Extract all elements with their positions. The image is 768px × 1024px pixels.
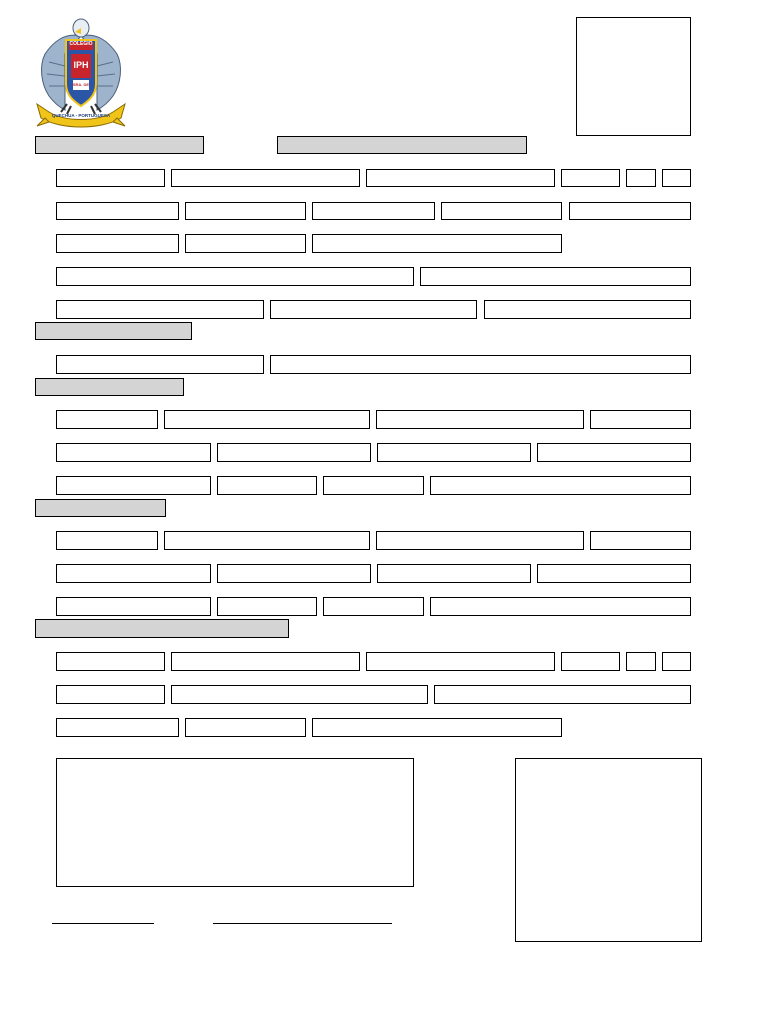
signature-line-2: [213, 923, 392, 924]
form-field[interactable]: [185, 718, 306, 737]
section-header-1a: [35, 136, 204, 154]
form-field[interactable]: [662, 652, 691, 671]
school-logo: [35, 14, 127, 132]
form-field[interactable]: [312, 234, 562, 253]
logo-ribbon-text: QUECHUA - PORTUGUESA: [51, 113, 111, 118]
form-field[interactable]: [434, 685, 691, 704]
form-field[interactable]: [56, 169, 165, 187]
form-field[interactable]: [484, 300, 691, 319]
fingerprint-box: [515, 758, 702, 942]
logo-shield-text: IPH: [73, 60, 89, 70]
form-field[interactable]: [56, 300, 264, 319]
photo-box: [576, 17, 691, 136]
logo-top-text: COLEGIO: [69, 41, 93, 47]
form-field[interactable]: [56, 652, 165, 671]
form-field[interactable]: [56, 410, 158, 429]
form-field[interactable]: [662, 169, 691, 187]
form-field[interactable]: [323, 597, 424, 616]
form-field[interactable]: [56, 685, 165, 704]
signature-line-1: [52, 923, 154, 924]
form-field[interactable]: [217, 443, 371, 462]
form-field[interactable]: [217, 476, 317, 495]
form-field[interactable]: [626, 652, 656, 671]
form-field[interactable]: [561, 169, 620, 187]
form-field[interactable]: [56, 234, 179, 253]
section-header-3: [35, 378, 184, 396]
section-header-5: [35, 619, 289, 638]
form-field[interactable]: [366, 652, 555, 671]
form-field[interactable]: [376, 410, 584, 429]
form-field[interactable]: [185, 234, 306, 253]
form-field[interactable]: [430, 476, 691, 495]
form-field[interactable]: [56, 443, 211, 462]
form-field[interactable]: [430, 597, 691, 616]
form-field[interactable]: [164, 531, 370, 550]
form-field[interactable]: [590, 531, 691, 550]
form-field[interactable]: [185, 202, 306, 220]
form-field[interactable]: [376, 531, 584, 550]
form-field[interactable]: [56, 355, 264, 374]
form-field[interactable]: [270, 300, 477, 319]
form-field[interactable]: [312, 718, 562, 737]
form-field[interactable]: [377, 564, 531, 583]
form-field[interactable]: [537, 443, 691, 462]
form-field[interactable]: [56, 476, 211, 495]
form-field[interactable]: [561, 652, 620, 671]
form-field[interactable]: [420, 267, 691, 286]
form-field[interactable]: [441, 202, 562, 220]
notes-textarea[interactable]: [56, 758, 414, 887]
form-field[interactable]: [312, 202, 435, 220]
form-field[interactable]: [323, 476, 424, 495]
form-field[interactable]: [366, 169, 555, 187]
form-field[interactable]: [590, 410, 691, 429]
section-header-1b: [277, 136, 527, 154]
form-field[interactable]: [56, 564, 211, 583]
form-field[interactable]: [164, 410, 370, 429]
form-field[interactable]: [56, 597, 211, 616]
logo-bottom-text: SRA. DE: [72, 82, 90, 87]
form-field[interactable]: [56, 202, 179, 220]
form-field[interactable]: [270, 355, 691, 374]
section-header-2: [35, 322, 192, 340]
form-field[interactable]: [377, 443, 531, 462]
form-field[interactable]: [626, 169, 656, 187]
form-field[interactable]: [171, 685, 428, 704]
form-field[interactable]: [171, 169, 360, 187]
form-field[interactable]: [537, 564, 691, 583]
form-field[interactable]: [56, 718, 179, 737]
form-field[interactable]: [217, 564, 371, 583]
form-field[interactable]: [217, 597, 317, 616]
form-field[interactable]: [171, 652, 360, 671]
form-field[interactable]: [56, 267, 414, 286]
section-header-4: [35, 499, 166, 517]
form-field[interactable]: [569, 202, 691, 220]
form-field[interactable]: [56, 531, 158, 550]
